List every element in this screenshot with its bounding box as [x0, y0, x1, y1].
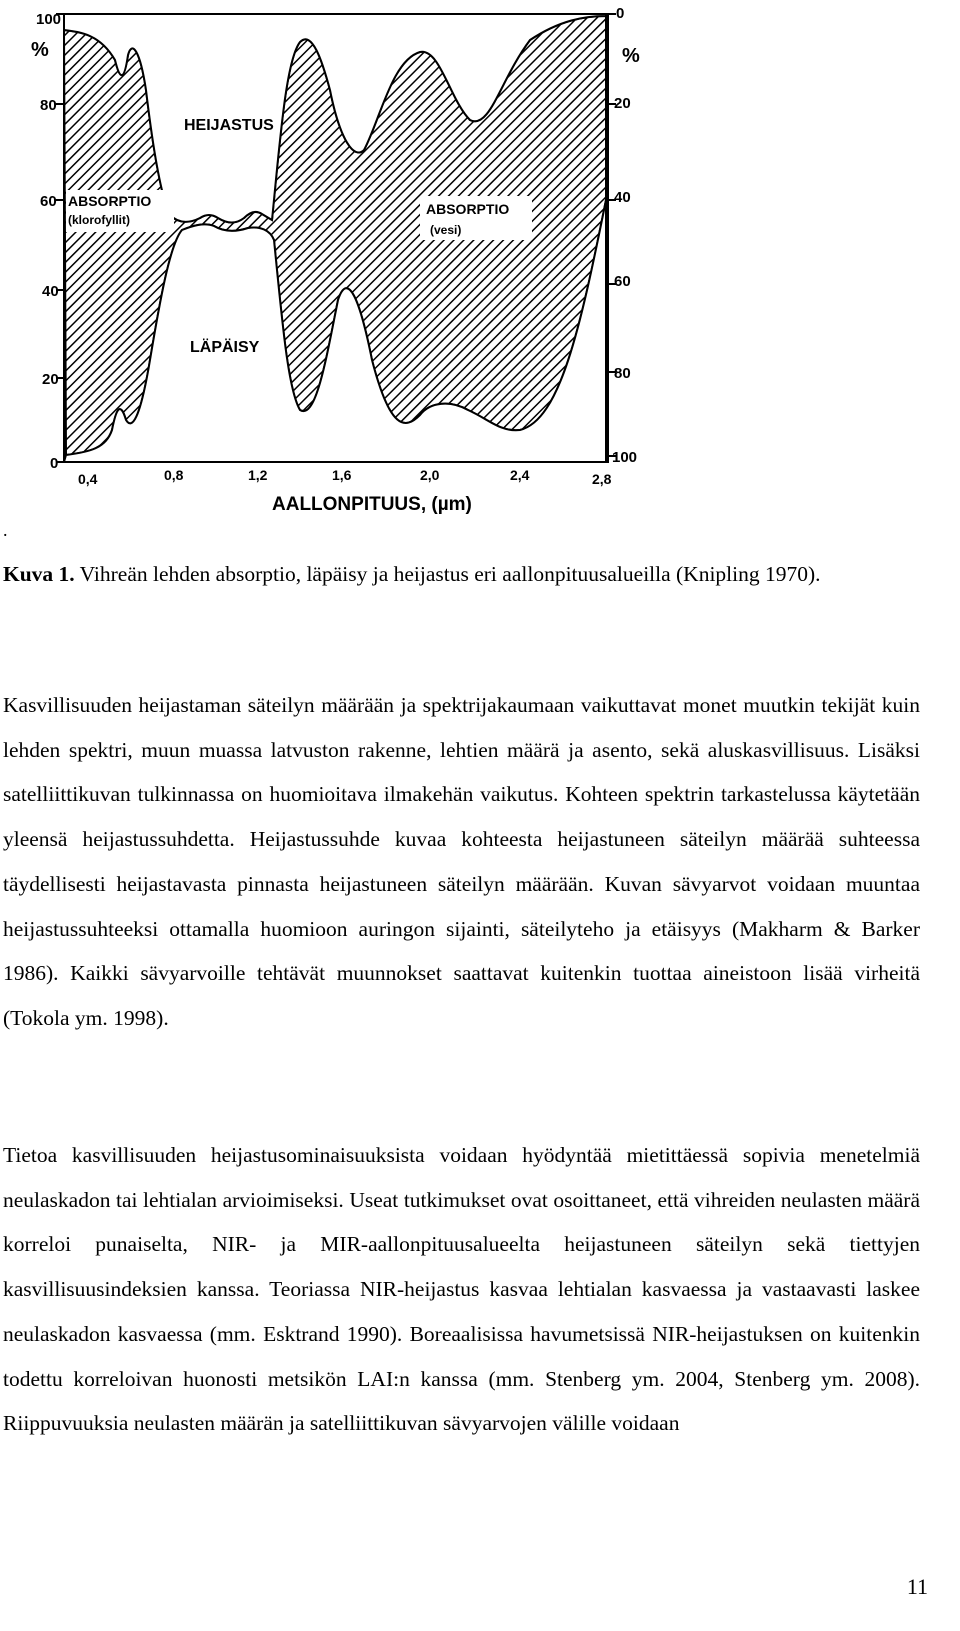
x-tick-2-8: 2,8 — [592, 471, 612, 487]
leaf-spectrum-figure — [0, 0, 700, 530]
right-axis-unit: % — [622, 45, 640, 67]
left-tick-40: 40 — [42, 283, 59, 300]
x-tick-1-2: 1,2 — [248, 467, 268, 483]
caption-label: Kuva 1. — [3, 562, 75, 586]
page-number: 11 — [906, 1574, 928, 1599]
x-tick-0-4: 0,4 — [78, 471, 98, 487]
x-tick-2-4: 2,4 — [510, 467, 530, 483]
transmission-label: LÄPÄISY — [190, 339, 260, 356]
chlorophyll-absorption-sublabel: (klorofyllit) — [68, 213, 130, 227]
paragraph-1: Kasvillisuuden heijastaman säteilyn määrään ja spektrijakaumaan vaikuttavat monet muutkin tekijät kuin lehden spektri, muun muassa latvuston rakenne, lehtien määrä ja asento, sekä aluskasvillisuus. Lisäksi satelliittikuvan tulkinnassa on huomioitava ilmakehän vaikutus. Kohteen spektrin tarkastelussa käytetään yleensä heijastussuhdetta. Heijastussuhde kuvaa kohteesta heijastuneen säteilyn määrää suhteessa täydellisesti heijastavasta pinnasta heijastuneen säteilyn määrään. Kuvan sävyarvot voidaan muuntaa heijastussuhteeksi ottamalla huomioon auringon sijainti, säteilyteho ja etäisyys (Makharm & Barker 1986). Kaikki sävyarvoille tehtävät muunnokset saattavat kuitenkin tuottaa aineistoon lisää virheitä (Tokola ym. 1998). — [3, 693, 920, 1030]
left-tick-80: 80 — [40, 97, 57, 114]
left-axis — [31, 11, 64, 472]
left-tick-60: 60 — [40, 193, 57, 210]
right-axis — [608, 5, 640, 466]
stray-mark: . — [3, 520, 8, 540]
reflection-label: HEIJASTUS — [184, 117, 274, 134]
left-axis-unit: % — [31, 39, 49, 61]
chlorophyll-absorption-label: ABSORPTIO — [68, 193, 152, 209]
right-tick-100: 100 — [612, 449, 638, 466]
x-axis-label: AALLONPITUUS, (µm) — [272, 494, 472, 515]
x-tick-0-8: 0,8 — [164, 467, 184, 483]
right-tick-80: 80 — [614, 365, 631, 382]
right-tick-0: 0 — [616, 5, 625, 22]
right-tick-60: 60 — [614, 273, 631, 290]
figure-graphic — [0, 0, 700, 530]
x-axis — [78, 467, 612, 515]
water-absorption-label: ABSORPTIO — [426, 201, 510, 217]
left-tick-100: 100 — [36, 11, 62, 28]
x-tick-2-0: 2,0 — [420, 467, 440, 483]
x-tick-1-6: 1,6 — [332, 467, 352, 483]
caption-text: Vihreän lehden absorptio, läpäisy ja heijastus eri aallonpituusalueilla (Knipling 1970). — [74, 562, 821, 586]
left-tick-0: 0 — [50, 455, 59, 472]
left-tick-20: 20 — [42, 371, 59, 388]
right-tick-20: 20 — [614, 95, 631, 112]
water-absorption-sublabel: (vesi) — [430, 223, 462, 237]
paragraph-2: Tietoa kasvillisuuden heijastusominaisuuksista voidaan hyödyntää mietittäessä sopivia menetelmiä neulaskadon tai lehtialan arvioimiseksi. Useat tutkimukset ovat osoittaneet, että vihreiden neulasten määrä korreloi punaiselta, NIR- ja MIR-aallonpituusalueelta heijastuneen säteilyn sekä tiettyjen kasvillisuusindeksien kanssa. Teoriassa NIR-heijastus kasvaa lehtialan kasvaessa ja vastaavasti laskee neulaskadon kasvaessa (mm. Esktrand 1990). Boreaalisissa havumetsissä NIR-heijastuksen on kuitenkin todettu korreloivan huonosti metsikön LAI:n kanssa (mm. Stenberg ym. 2004, Stenberg ym. 2008). Riippuvuuksia neulasten määrän ja satelliittikuvan sävyarvojen välille voidaan — [3, 1143, 920, 1436]
right-tick-40: 40 — [614, 189, 631, 206]
figure-caption — [3, 552, 918, 596]
